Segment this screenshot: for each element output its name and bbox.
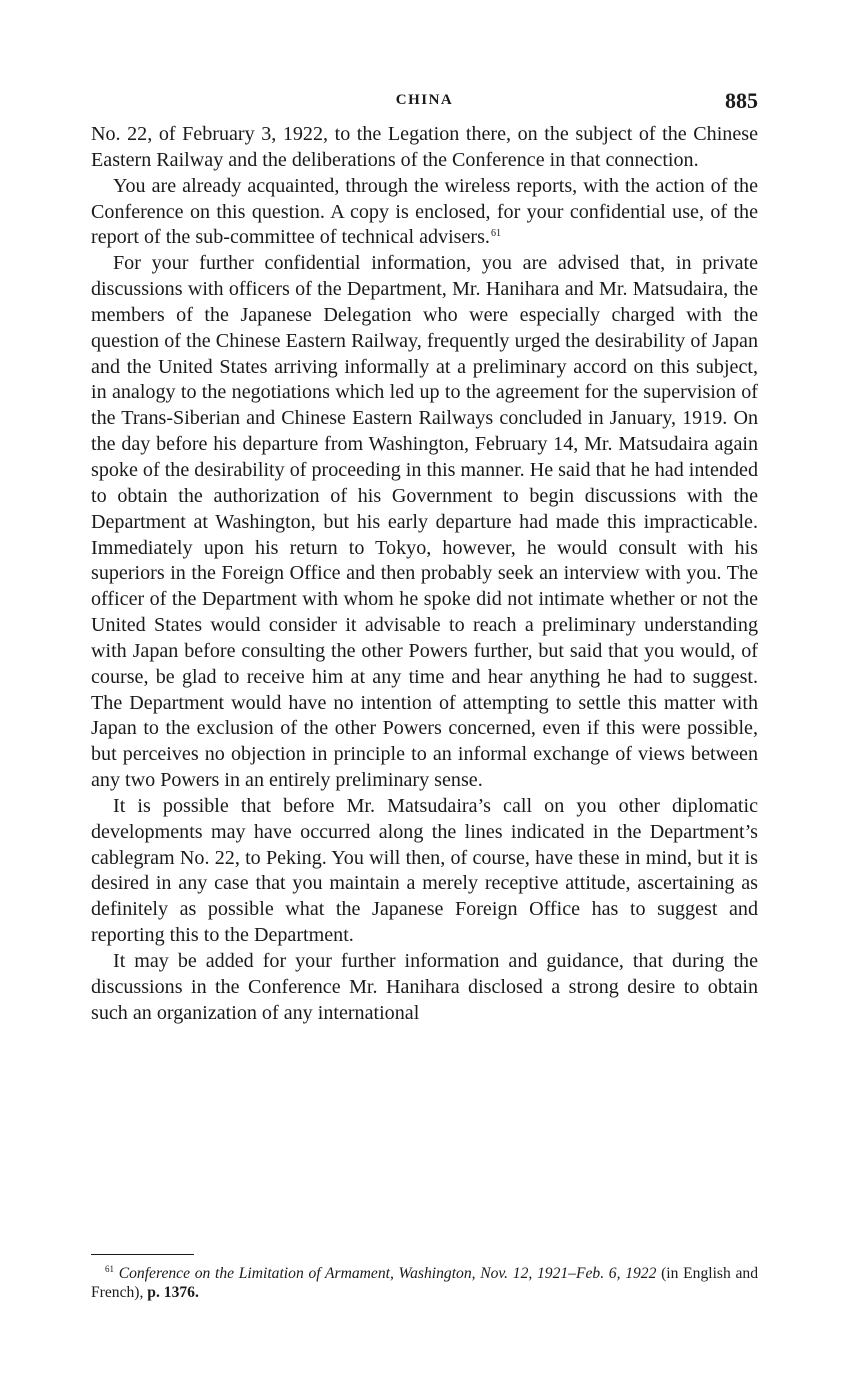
paragraph-5: It may be added for your further information and guidance, that during the discussions in the Conference Mr. Hanihara disclosed a strong desire to obtain such an organization of any international (91, 950, 758, 1024)
footnote-mark: 61 (105, 1264, 114, 1274)
footnote-title: Conference on the Limitation of Armament, Washington, Nov. 12, 1921–Feb. 6, 1922 (118, 1265, 657, 1282)
paragraph-1: No. 22, of February 3, 1922, to the Legation there, on the subject of the Chinese Eastern Railway and the deliberations of the Conference in that connection. (91, 123, 758, 171)
footnote-rule (91, 1254, 194, 1255)
footnote-reference: 61 (490, 228, 501, 240)
paragraph-2-text: You are already acquainted, through the wireless reports, with the action of the Conference on this question. A copy is enclosed, for your confidential use, of the report of the sub-committee of technical advisers. (91, 174, 758, 249)
running-title: CHINA (395, 92, 454, 108)
footnote-middle: (in English and French), (91, 1265, 758, 1301)
paragraph-4: It is possible that before Mr. Matsudaira’s call on you other diplomatic developments may have occurred along the lines indicated in the Department’s cablegram No. 22, to Peking. You will then, of course, have these in mind, but it is desired in any case that you maintain a merely receptive attitude, ascertaining as definitely as possible what the Japanese Foreign Office has to suggest and reporting this to the Department. (91, 794, 758, 947)
paragraph-2 (91, 174, 758, 252)
body-text (91, 122, 758, 1027)
footnote-page: p. 1376. (147, 1284, 199, 1301)
running-head (91, 88, 758, 122)
paragraph-3: For your further confidential information, you are advised that, in private discussions with officers of the Department, Mr. Hanihara and Mr. Matsudaira, the members of the Japanese Delegation who were especially charged with the question of the Chinese Eastern Railway, frequently urged the desirability of Japan and the United States arriving informally at a preliminary accord on this subject, in analogy to the negotiations which led up to the agreement for the supervision of the Trans-Siberian and Chinese Eastern Railways concluded in January, 1919. On the day before his departure from Washington, February 14, Mr. Matsudaira again spoke of the desirability of proceeding in this manner. He said that he had intended to obtain the authorization of his Government to begin discussions with the Department at Washington, but his early departure had made this impracticable. Immediately upon his return to Tokyo, however, he would consult with his superiors in the Foreign Office and then probably seek an interview with you. The officer of the Department with whom he spoke did not intimate whether or not the United States would consider it advisable to reach a preliminary understanding with Japan before consulting the other Powers further, but said that you would, of course, be glad to receive him at any time and hear anything he had to suggest. The Department would have no intention of attempting to settle this matter with Japan to the exclusion of the other Powers concerned, even if this were possible, but perceives no objection in principle to an informal exchange of views between any two Powers in an entirely preliminary sense. (91, 252, 758, 792)
page-number: 885 (725, 88, 758, 113)
document-page (91, 88, 758, 1027)
footnote (91, 1264, 758, 1302)
